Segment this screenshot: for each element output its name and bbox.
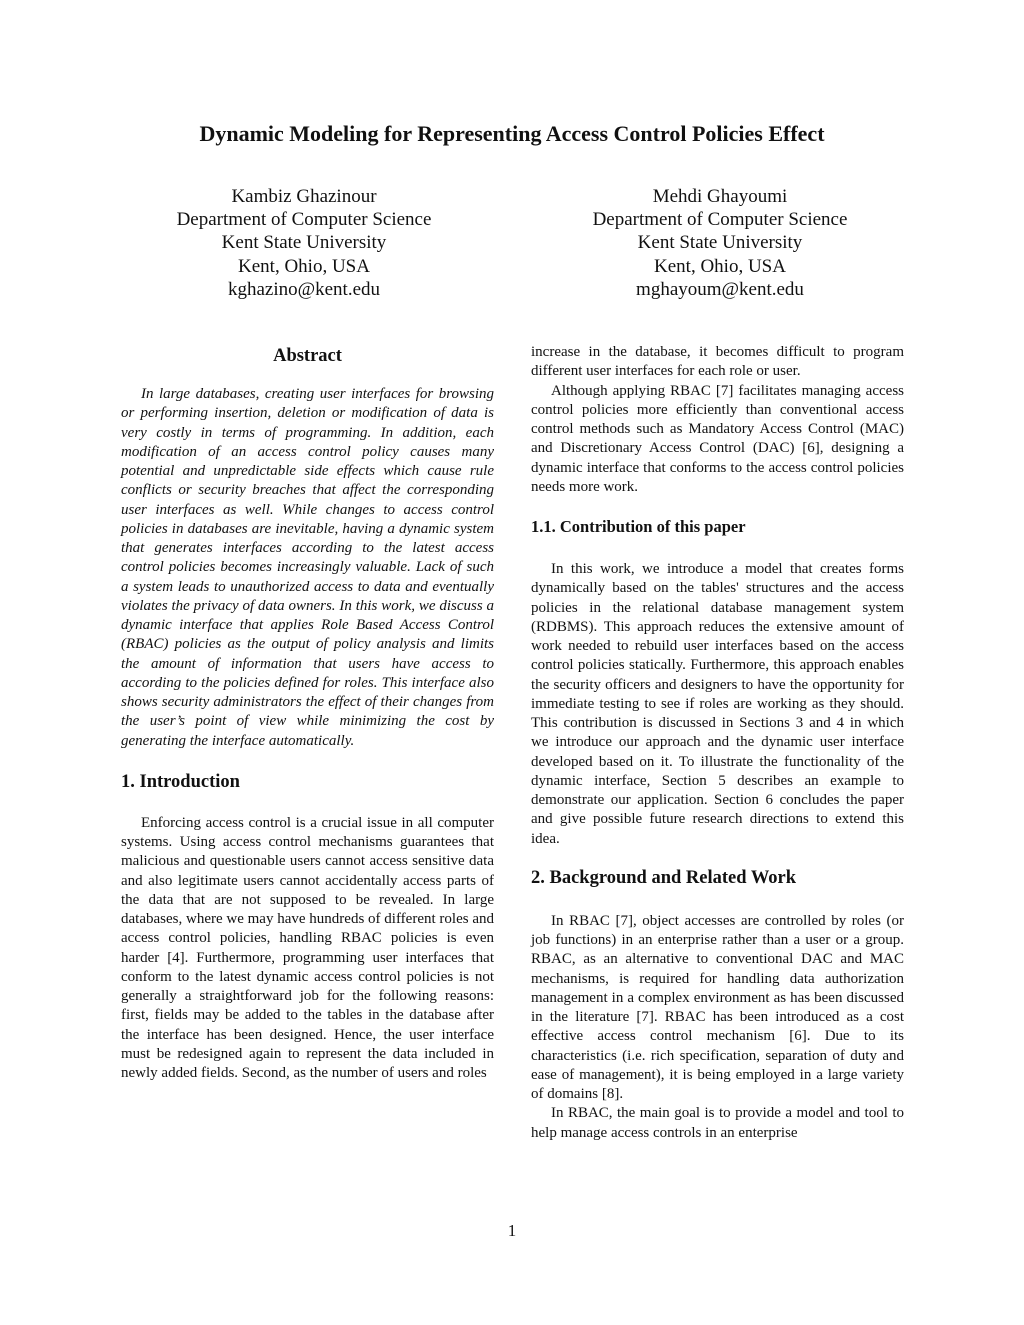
- background-paragraph-1: In RBAC [7], object accesses are controlled by roles (or job functions) in an enterprise rather than a user or a group. RBAC, as an alternative to conventional DAC and MAC mechanisms, is required for handling data authorization management in a complex environment as has been discussed in the literature [7]. RBAC has been introduced as a cost effective access control mechanism [6]. Due to its characteristics (i.e. rich specification, separation of duty and ease of management), it is being employed in a large variety of domains [8].: [531, 912, 904, 1102]
- author-university: Kent State University: [637, 232, 803, 254]
- author-department: Department of Computer Science: [592, 209, 848, 231]
- introduction-paragraph-1-continued: increase in the database, it becomes difficult to program different user interfaces for each role or user.: [531, 344, 904, 380]
- background-paragraph-2: In RBAC, the main goal is to provide a model and tool to help manage access controls in an enterprise: [531, 1105, 904, 1141]
- author-name: Kambiz Ghazinour: [231, 186, 377, 207]
- background-heading: 2. Background and Related Work: [531, 867, 797, 888]
- abstract-heading: Abstract: [273, 346, 342, 366]
- author-university: Kent State University: [221, 232, 387, 254]
- author-block-2: [540, 185, 900, 301]
- contribution-heading: 1.1. Contribution of this paper: [531, 517, 746, 536]
- right-column: [531, 343, 904, 1143]
- introduction-paragraph-2: Although applying RBAC [7] facilitates managing access control policies more efficiently than conventional access control methods such as Mandatory Access Control (MAC) and Discretionary Access Control (DAC) [6], designing a dynamic interface that conforms to the access control policies needs more work.: [531, 382, 904, 495]
- author-department: Department of Computer Science: [176, 209, 432, 231]
- author-location: Kent, Ohio, USA: [654, 255, 786, 277]
- abstract-text: In large databases, creating user interfaces for browsing or performing insertion, deletion or modification of data is very costly in terms of programming. In addition, each modification of an access control policy causes many potential and unpredictable side effects which cause rule conflicts or security breaches that affect the corresponding user interfaces as well. While changes to access control policies in databases are inevitable, having a dynamic system that generates interfaces according to the latest access control policies becomes increasingly valuable. Lack of such a system leads to unauthorized access to data and eventually violates the privacy of data owners. In this work, we discuss a dynamic interface that applies Role Based Access Control (RBAC) policies as the output of policy analysis and limits the amount of information that users have access to according to the policies defined for roles. This interface also shows security administrators the effect of their changes from the user’s point of view while minimizing the cost by generating the interface automatically.: [121, 386, 494, 749]
- author-name: Mehdi Ghayoumi: [652, 186, 788, 207]
- author-email: mghayoum@kent.edu: [636, 278, 804, 300]
- introduction-heading: 1. Introduction: [121, 771, 240, 792]
- page-number: 1: [507, 1221, 517, 1240]
- author-block-1: [124, 185, 484, 301]
- paper-title: Dynamic Modeling for Representing Access Control Policies Effect: [199, 121, 825, 146]
- contribution-paragraph: In this work, we introduce a model that creates forms dynamically based on the tables' structures and the access policies in the relational database management system (RDBMS). This approach reduces the extensive amount of work needed to rebuild user interfaces based on the access control policies statically. Furthermore, this approach enables the security officers and designers to have the opportunity for immediate testing to see if roles are working as they should. This contribution is discussed in Sections 3 and 4 in which we introduce our approach and the dynamic user interface developed based on it. To illustrate the functionality of the dynamic interface, Section 5 describes an example to demonstrate our application. Section 6 concludes the paper and give possible future research directions to extend this idea.: [531, 561, 904, 847]
- author-email: kghazino@kent.edu: [227, 278, 381, 300]
- author-location: Kent, Ohio, USA: [238, 255, 370, 277]
- introduction-paragraph-1: Enforcing access control is a crucial issue in all computer systems. Using access control mechanisms guarantees that malicious and questionable users cannot access sensitive data and also legitimate users cannot accidentally access parts of the data that are not supposed to be revealed. In large databases, where we may have hundreds of different roles and access control policies, handling RBAC policies is even harder [4]. Furthermore, programming user interfaces that conform to the latest dynamic access control policies is not generally a straightforward job for the following reasons: first, fields may be added to the tables in the database after the interface has been designed. Hence, the user interface must be redesigned again to represent the data included in newly added fields. Second, as the number of users and roles: [121, 814, 494, 1081]
- left-column: [121, 343, 494, 1083]
